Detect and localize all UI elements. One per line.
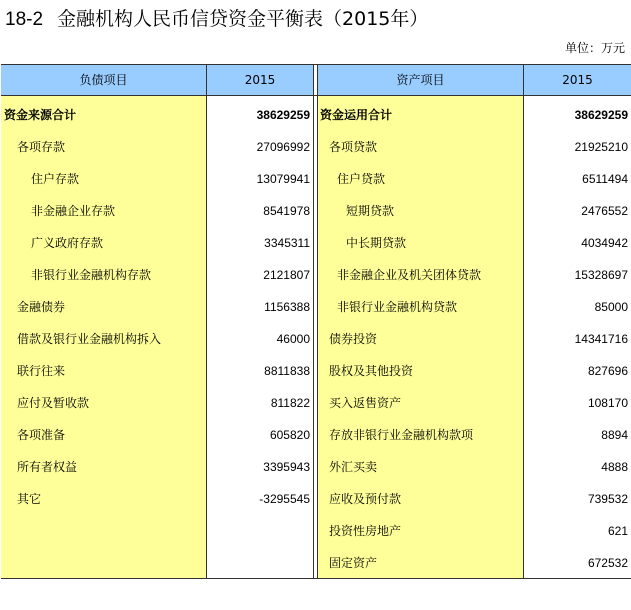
table-row [318, 227, 523, 259]
table-row [207, 195, 313, 227]
liabilities-item-value: 38629259 [256, 108, 310, 122]
balance-table [1, 64, 631, 579]
liabilities-item-label: 广义政府存款 [31, 236, 104, 250]
assets-item-value: 672532 [587, 556, 628, 570]
separator-header [314, 65, 317, 96]
liabilities-item-label: 其它 [17, 492, 42, 506]
table-row [524, 387, 631, 419]
assets-item-value: 85000 [594, 300, 628, 314]
table-row [318, 259, 523, 291]
assets-item-label: 股权及其他投资 [329, 364, 414, 378]
assets-item-label: 存放非银行业金融机构款项 [329, 428, 474, 442]
liabilities-item-label: 住户存款 [31, 172, 80, 186]
assets-item-value: 4888 [601, 460, 628, 474]
table-row [207, 227, 313, 259]
table-row [524, 515, 631, 547]
table-row [1, 355, 206, 387]
liabilities-item-value: 605820 [269, 428, 310, 442]
liabilities-item-value: 1156388 [264, 300, 310, 314]
table-row [318, 323, 523, 355]
liabilities-item-value: 2121807 [263, 268, 310, 282]
table-row [318, 131, 523, 163]
assets-item-value: 21925210 [574, 140, 628, 154]
table-row [1, 131, 206, 163]
table-row [1, 99, 206, 131]
table-row [1, 291, 206, 323]
assets-header-label: 资产项目 [396, 73, 445, 87]
table-row [207, 355, 313, 387]
table-row [318, 291, 523, 323]
assets-item-value: 621 [607, 524, 628, 538]
assets-item-value: 14341716 [574, 332, 628, 346]
table-row [207, 451, 313, 483]
table-row [1, 387, 206, 419]
table-row [207, 419, 313, 451]
table-number: 18-2 [5, 9, 44, 30]
liabilities-item-label: 借款及银行业金融机构拆入 [17, 332, 162, 346]
liabilities-item-label: 各项存款 [17, 140, 66, 154]
table-row [1, 259, 206, 291]
table-row [1, 419, 206, 451]
liabilities-year: 2015 [244, 73, 276, 87]
assets-item-value: 15328697 [574, 268, 628, 282]
liabilities-item-label: 非金融企业存款 [31, 204, 116, 218]
table-row [318, 387, 523, 419]
liabilities-item-value: 27096992 [256, 140, 310, 154]
assets-item-label: 住户贷款 [337, 172, 386, 186]
assets-item-label: 外汇买卖 [329, 460, 378, 474]
assets-item-value: 4034942 [581, 236, 628, 250]
table-row [318, 163, 523, 195]
liabilities-item-value: 13079941 [256, 172, 310, 186]
table-row [524, 291, 631, 323]
liabilities-labels [1, 99, 206, 515]
table-row [207, 163, 313, 195]
liabilities-item-label: 各项准备 [17, 428, 66, 442]
assets-item-label: 买入返售资产 [329, 396, 402, 410]
unit-label: 单位：万元 [564, 41, 625, 55]
assets-item-label: 投资性房地产 [329, 524, 402, 538]
table-row [524, 163, 631, 195]
assets-item-value: 2476552 [581, 204, 628, 218]
assets-item-label: 非金融企业及机关团体贷款 [337, 268, 482, 282]
table-row [524, 419, 631, 451]
liabilities-value-column [207, 65, 314, 578]
table-row [207, 99, 313, 131]
assets-item-value: 108170 [587, 396, 628, 410]
assets-year-header [524, 65, 631, 96]
table-row [318, 195, 523, 227]
liabilities-item-label: 所有者权益 [17, 460, 78, 474]
table-row [207, 323, 313, 355]
table-row [524, 323, 631, 355]
table-row [207, 483, 313, 515]
assets-label-column [318, 65, 524, 578]
assets-value-column [524, 65, 631, 578]
liabilities-values [207, 99, 313, 515]
liabilities-label-column [1, 65, 207, 578]
assets-item-value: 827696 [587, 364, 628, 378]
table-row [524, 547, 631, 579]
assets-item-value: 6511494 [582, 172, 628, 186]
table-title: 金融机构人民币信贷资金平衡表（2015年） [57, 8, 429, 30]
table-row [1, 451, 206, 483]
liabilities-year-header [207, 65, 313, 96]
assets-item-label: 短期贷款 [346, 204, 395, 218]
assets-year: 2015 [562, 73, 593, 87]
table-row [207, 131, 313, 163]
table-row [318, 99, 523, 131]
table-row [524, 227, 631, 259]
assets-item-label: 固定资产 [329, 556, 378, 570]
liabilities-item-label: 联行往来 [17, 364, 66, 378]
liabilities-item-value: 3395943 [263, 460, 310, 474]
table-row [524, 483, 631, 515]
table-row [207, 291, 313, 323]
liabilities-item-value: 46000 [276, 332, 310, 346]
assets-item-value: 38629259 [574, 108, 628, 122]
liabilities-item-value: 811822 [270, 396, 310, 410]
assets-item-label: 中长期贷款 [346, 236, 407, 250]
table-row [1, 163, 206, 195]
liabilities-item-value: 8541978 [263, 204, 310, 218]
table-row [207, 259, 313, 291]
table-row [318, 515, 523, 547]
table-row [318, 547, 523, 579]
table-row [318, 483, 523, 515]
liabilities-item-value: 3345311 [264, 236, 310, 250]
liabilities-item-label: 金融债券 [17, 300, 66, 314]
assets-header [318, 65, 523, 96]
table-row [524, 259, 631, 291]
table-row [1, 227, 206, 259]
assets-item-label: 应收及预付款 [329, 492, 402, 506]
assets-item-value: 8894 [601, 428, 628, 442]
liabilities-item-label: 非银行业金融机构存款 [31, 268, 152, 282]
table-row [524, 131, 631, 163]
page-title [5, 4, 428, 34]
table-row [524, 451, 631, 483]
liabilities-header-label: 负债项目 [79, 73, 128, 87]
table-row [524, 99, 631, 131]
liabilities-item-label: 资金来源合计 [4, 108, 77, 122]
assets-item-label: 债券投资 [329, 332, 378, 346]
table-row [1, 483, 206, 515]
assets-item-label: 资金运用合计 [320, 108, 393, 122]
liabilities-header [1, 65, 206, 96]
assets-item-label: 非银行业金融机构贷款 [337, 300, 458, 314]
table-row [524, 195, 631, 227]
table-row [318, 451, 523, 483]
table-row [1, 195, 206, 227]
assets-labels [318, 99, 523, 579]
assets-values [524, 99, 631, 579]
liabilities-item-value: -3295545 [259, 492, 310, 506]
assets-item-value: 739532 [587, 492, 628, 506]
assets-item-label: 各项贷款 [329, 140, 378, 154]
liabilities-item-value: 8811838 [264, 364, 310, 378]
table-row [318, 419, 523, 451]
table-row [207, 387, 313, 419]
table-row [524, 355, 631, 387]
liabilities-item-label: 应付及暂收款 [17, 396, 90, 410]
table-row [1, 323, 206, 355]
table-row [318, 355, 523, 387]
